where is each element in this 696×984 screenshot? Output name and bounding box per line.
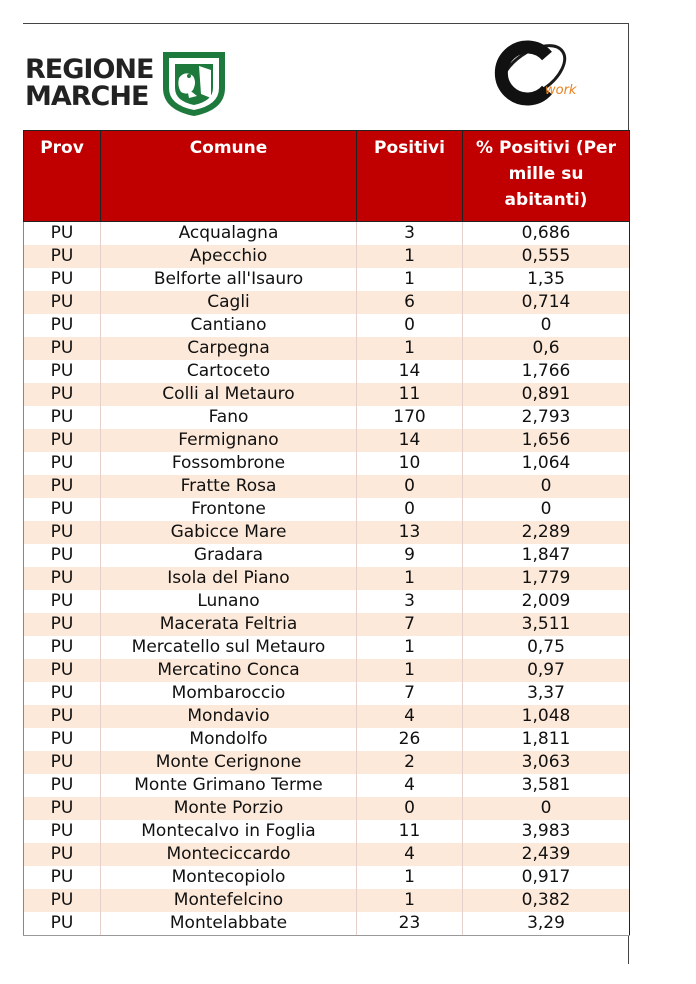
table-row — [24, 337, 630, 360]
table-row — [24, 682, 630, 705]
cell-comune: Macerata Feltria — [101, 613, 357, 636]
cell-comune: Montelabbate — [101, 912, 357, 936]
table-row — [24, 889, 630, 912]
cell-comune: Monteciccardo — [101, 843, 357, 866]
cell-percent: 0 — [463, 314, 630, 337]
table-row — [24, 659, 630, 682]
cell-positivi: 1 — [357, 866, 463, 889]
cell-positivi: 14 — [357, 360, 463, 383]
table-row — [24, 475, 630, 498]
cell-prov: PU — [24, 705, 101, 728]
cell-percent: 0 — [463, 498, 630, 521]
cell-comune: Gabicce Mare — [101, 521, 357, 544]
cell-positivi: 3 — [357, 590, 463, 613]
cell-percent: 1,766 — [463, 360, 630, 383]
cell-percent: 1,847 — [463, 544, 630, 567]
cell-positivi: 13 — [357, 521, 463, 544]
regione-marche-wordmark — [25, 56, 153, 110]
logo-line-1: REGIONE — [25, 54, 154, 85]
cwork-logo-text: work — [545, 83, 577, 98]
cell-percent: 2,289 — [463, 521, 630, 544]
table-row — [24, 636, 630, 659]
cell-comune: Cagli — [101, 291, 357, 314]
cell-comune: Frontone — [101, 498, 357, 521]
cell-prov: PU — [24, 659, 101, 682]
table-row — [24, 268, 630, 291]
cell-comune: Mercatino Conca — [101, 659, 357, 682]
cell-percent: 3,983 — [463, 820, 630, 843]
cell-positivi: 2 — [357, 751, 463, 774]
cell-prov: PU — [24, 245, 101, 268]
cell-prov: PU — [24, 843, 101, 866]
cell-comune: Cantiano — [101, 314, 357, 337]
cell-comune: Acqualagna — [101, 222, 357, 246]
cell-percent: 1,064 — [463, 452, 630, 475]
cell-prov: PU — [24, 797, 101, 820]
table-row — [24, 544, 630, 567]
cell-prov: PU — [24, 268, 101, 291]
cell-positivi: 4 — [357, 705, 463, 728]
cell-positivi: 7 — [357, 682, 463, 705]
cell-percent: 3,063 — [463, 751, 630, 774]
cell-positivi: 1 — [357, 337, 463, 360]
cell-positivi: 11 — [357, 383, 463, 406]
cell-positivi: 170 — [357, 406, 463, 429]
cell-comune: Mercatello sul Metauro — [101, 636, 357, 659]
table-row — [24, 912, 630, 936]
cell-percent: 1,048 — [463, 705, 630, 728]
cell-comune: Monte Porzio — [101, 797, 357, 820]
cell-positivi: 11 — [357, 820, 463, 843]
cell-prov: PU — [24, 383, 101, 406]
table-row — [24, 406, 630, 429]
cell-positivi: 4 — [357, 774, 463, 797]
table-row — [24, 843, 630, 866]
table-header-row — [24, 131, 630, 222]
cell-percent: 1,779 — [463, 567, 630, 590]
cell-positivi: 26 — [357, 728, 463, 751]
table-row — [24, 222, 630, 246]
cell-percent: 0 — [463, 797, 630, 820]
marche-emblem-icon — [159, 48, 229, 118]
table-row — [24, 498, 630, 521]
cell-comune: Montecopiolo — [101, 866, 357, 889]
cell-comune: Cartoceto — [101, 360, 357, 383]
cell-positivi: 10 — [357, 452, 463, 475]
table-row — [24, 728, 630, 751]
table-body — [24, 222, 630, 936]
table-row — [24, 521, 630, 544]
cell-prov: PU — [24, 222, 101, 246]
cell-positivi: 1 — [357, 636, 463, 659]
header-percent-positivi: % Positivi (Per mille su abitanti) — [463, 131, 630, 222]
table-row — [24, 360, 630, 383]
cell-comune: Gradara — [101, 544, 357, 567]
positivi-table — [23, 130, 630, 936]
cell-comune: Monte Cerignone — [101, 751, 357, 774]
cell-prov: PU — [24, 337, 101, 360]
table-row — [24, 567, 630, 590]
cell-comune: Fermignano — [101, 429, 357, 452]
cell-comune: Mondavio — [101, 705, 357, 728]
table-row — [24, 452, 630, 475]
cell-comune: Mondolfo — [101, 728, 357, 751]
cell-percent: 3,511 — [463, 613, 630, 636]
cell-comune: Montefelcino — [101, 889, 357, 912]
cell-positivi: 6 — [357, 291, 463, 314]
table-row — [24, 613, 630, 636]
cell-percent: 0,714 — [463, 291, 630, 314]
header-comune: Comune — [101, 131, 357, 222]
cell-comune: Colli al Metauro — [101, 383, 357, 406]
cell-comune: Apecchio — [101, 245, 357, 268]
cell-comune: Fratte Rosa — [101, 475, 357, 498]
cell-prov: PU — [24, 544, 101, 567]
table-row — [24, 751, 630, 774]
cell-positivi: 1 — [357, 889, 463, 912]
table-row — [24, 590, 630, 613]
cell-prov: PU — [24, 636, 101, 659]
cell-positivi: 0 — [357, 314, 463, 337]
cell-percent: 0,891 — [463, 383, 630, 406]
cell-prov: PU — [24, 820, 101, 843]
table-row — [24, 291, 630, 314]
table-row — [24, 797, 630, 820]
cell-percent: 1,811 — [463, 728, 630, 751]
cell-positivi: 0 — [357, 797, 463, 820]
table-row — [24, 245, 630, 268]
cell-positivi: 1 — [357, 567, 463, 590]
table-row — [24, 314, 630, 337]
cell-prov: PU — [24, 429, 101, 452]
cell-prov: PU — [24, 452, 101, 475]
cell-percent: 2,009 — [463, 590, 630, 613]
cell-prov: PU — [24, 728, 101, 751]
cell-comune: Belforte all'Isauro — [101, 268, 357, 291]
table-row — [24, 429, 630, 452]
table-row — [24, 705, 630, 728]
cell-percent: 0,6 — [463, 337, 630, 360]
cell-positivi: 14 — [357, 429, 463, 452]
cell-percent: 0,75 — [463, 636, 630, 659]
cell-comune: Fossombrone — [101, 452, 357, 475]
cell-percent: 0,917 — [463, 866, 630, 889]
cell-percent: 3,37 — [463, 682, 630, 705]
cell-percent: 1,35 — [463, 268, 630, 291]
cell-percent: 3,581 — [463, 774, 630, 797]
cell-positivi: 0 — [357, 475, 463, 498]
cell-percent: 0 — [463, 475, 630, 498]
cell-positivi: 1 — [357, 659, 463, 682]
header-positivi: Positivi — [357, 131, 463, 222]
table-row — [24, 774, 630, 797]
cell-prov: PU — [24, 406, 101, 429]
cell-percent: 0,97 — [463, 659, 630, 682]
cell-comune: Lunano — [101, 590, 357, 613]
cell-positivi: 0 — [357, 498, 463, 521]
cell-positivi: 23 — [357, 912, 463, 936]
cell-prov: PU — [24, 475, 101, 498]
cell-prov: PU — [24, 682, 101, 705]
cell-prov: PU — [24, 567, 101, 590]
regione-marche-logo — [25, 48, 229, 118]
cell-prov: PU — [24, 521, 101, 544]
cell-percent: 1,656 — [463, 429, 630, 452]
cell-positivi: 1 — [357, 245, 463, 268]
document-header — [23, 24, 628, 129]
cell-positivi: 1 — [357, 268, 463, 291]
cell-prov: PU — [24, 360, 101, 383]
table-row — [24, 820, 630, 843]
cell-percent: 0,555 — [463, 245, 630, 268]
cell-comune: Mombaroccio — [101, 682, 357, 705]
logo-line-2: MARCHE — [25, 81, 149, 112]
cell-comune: Isola del Piano — [101, 567, 357, 590]
cell-prov: PU — [24, 613, 101, 636]
cell-prov: PU — [24, 866, 101, 889]
cell-prov: PU — [24, 291, 101, 314]
header-prov: Prov — [24, 131, 101, 222]
cell-prov: PU — [24, 912, 101, 936]
cell-comune: Carpegna — [101, 337, 357, 360]
cell-prov: PU — [24, 498, 101, 521]
cell-comune: Monte Grimano Terme — [101, 774, 357, 797]
cell-prov: PU — [24, 590, 101, 613]
cwork-logo — [485, 32, 585, 112]
cell-positivi: 4 — [357, 843, 463, 866]
cell-positivi: 7 — [357, 613, 463, 636]
cell-percent: 2,793 — [463, 406, 630, 429]
cell-comune: Fano — [101, 406, 357, 429]
cell-prov: PU — [24, 889, 101, 912]
table-row — [24, 383, 630, 406]
cell-percent: 3,29 — [463, 912, 630, 936]
table-row — [24, 866, 630, 889]
cell-percent: 2,439 — [463, 843, 630, 866]
cell-percent: 0,686 — [463, 222, 630, 246]
cell-positivi: 3 — [357, 222, 463, 246]
cell-prov: PU — [24, 751, 101, 774]
document-sheet — [23, 23, 629, 964]
cell-prov: PU — [24, 774, 101, 797]
cell-comune: Montecalvo in Foglia — [101, 820, 357, 843]
cell-percent: 0,382 — [463, 889, 630, 912]
cell-prov: PU — [24, 314, 101, 337]
cell-positivi: 9 — [357, 544, 463, 567]
